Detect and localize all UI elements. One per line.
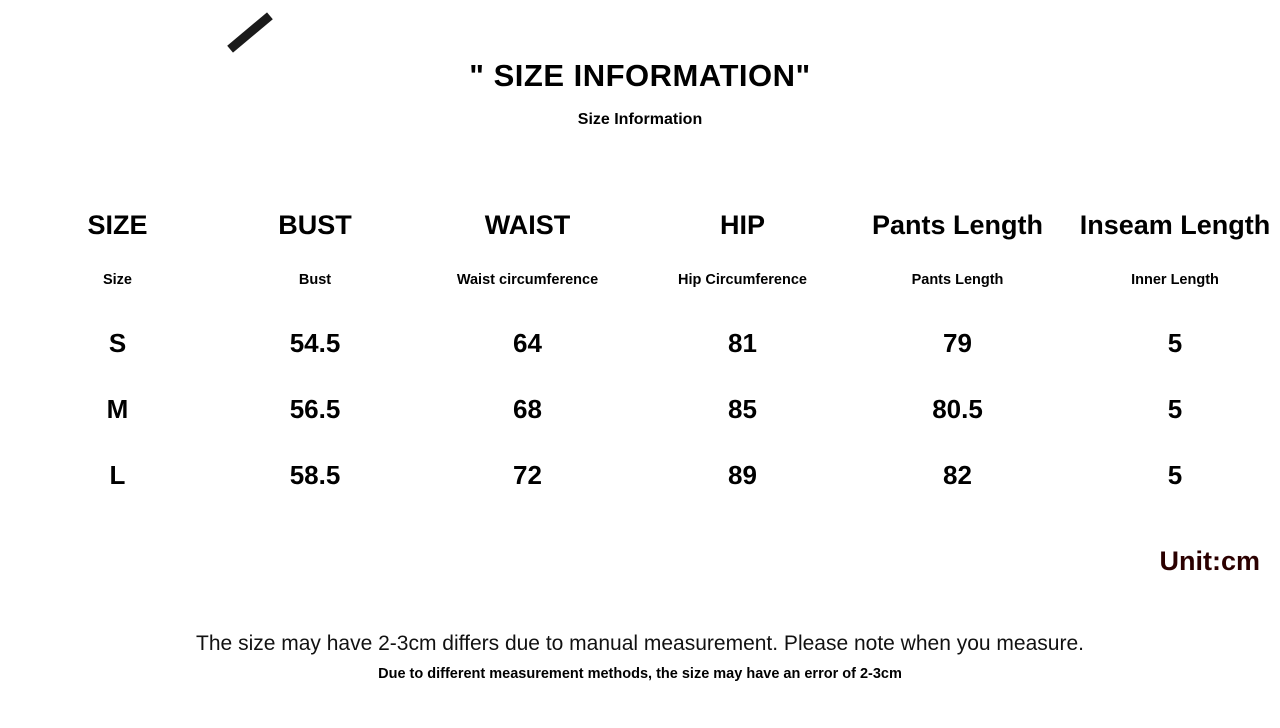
decorative-slash-icon [222, 14, 276, 56]
cell-size: S [108, 327, 127, 358]
column-subheader-hip: Hip Circumference [678, 272, 807, 288]
slash-bar [227, 12, 273, 52]
column-header-pants-length: Pants Length [871, 209, 1043, 240]
measurement-note-secondary: Due to different measurement methods, the size may have an error of 2-3cm [378, 666, 902, 682]
column-header-waist: WAIST [484, 209, 571, 240]
cell-hip: 89 [728, 459, 757, 490]
column-subheader-waist: Waist circumference [456, 272, 599, 288]
column-header-size: SIZE [87, 209, 148, 240]
page-subtitle: Size Information [577, 111, 703, 128]
cell-size: M [106, 393, 129, 424]
unit-label: Unit:cm [1159, 546, 1260, 576]
cell-pants-length: 82 [943, 459, 972, 490]
size-information-table [20, 200, 1280, 508]
column-subheader-bust: Bust [298, 272, 332, 288]
cell-hip: 85 [728, 393, 757, 424]
cell-pants-length: 80.5 [932, 393, 983, 424]
cell-bust: 54.5 [289, 327, 341, 358]
cell-inner-length: 5 [1167, 459, 1183, 490]
column-header-inseam-length: Inseam Length [1079, 209, 1271, 240]
cell-size: L [109, 459, 126, 490]
cell-bust: 56.5 [289, 393, 341, 424]
cell-waist: 72 [513, 459, 542, 490]
column-subheader-pants-length: Pants Length [911, 272, 1004, 288]
cell-waist: 68 [513, 393, 542, 424]
measurement-note-primary: The size may have 2-3cm differs due to manual measurement. Please note when you measure. [196, 632, 1084, 655]
table-header-row-sub [20, 250, 1280, 310]
table-row [20, 442, 1280, 508]
table-header-row-main [20, 200, 1280, 250]
page-title: " SIZE INFORMATION" [469, 58, 811, 93]
table-row [20, 310, 1280, 376]
column-subheader-size: Size [102, 272, 132, 288]
cell-inner-length: 5 [1167, 393, 1183, 424]
cell-pants-length: 79 [943, 327, 972, 358]
column-header-bust: BUST [278, 209, 352, 240]
column-header-hip: HIP [719, 209, 765, 240]
cell-hip: 81 [728, 327, 757, 358]
table-row [20, 376, 1280, 442]
column-subheader-inner-length: Inner Length [1131, 272, 1219, 288]
cell-bust: 58.5 [289, 459, 341, 490]
cell-inner-length: 5 [1167, 327, 1183, 358]
cell-waist: 64 [513, 327, 542, 358]
